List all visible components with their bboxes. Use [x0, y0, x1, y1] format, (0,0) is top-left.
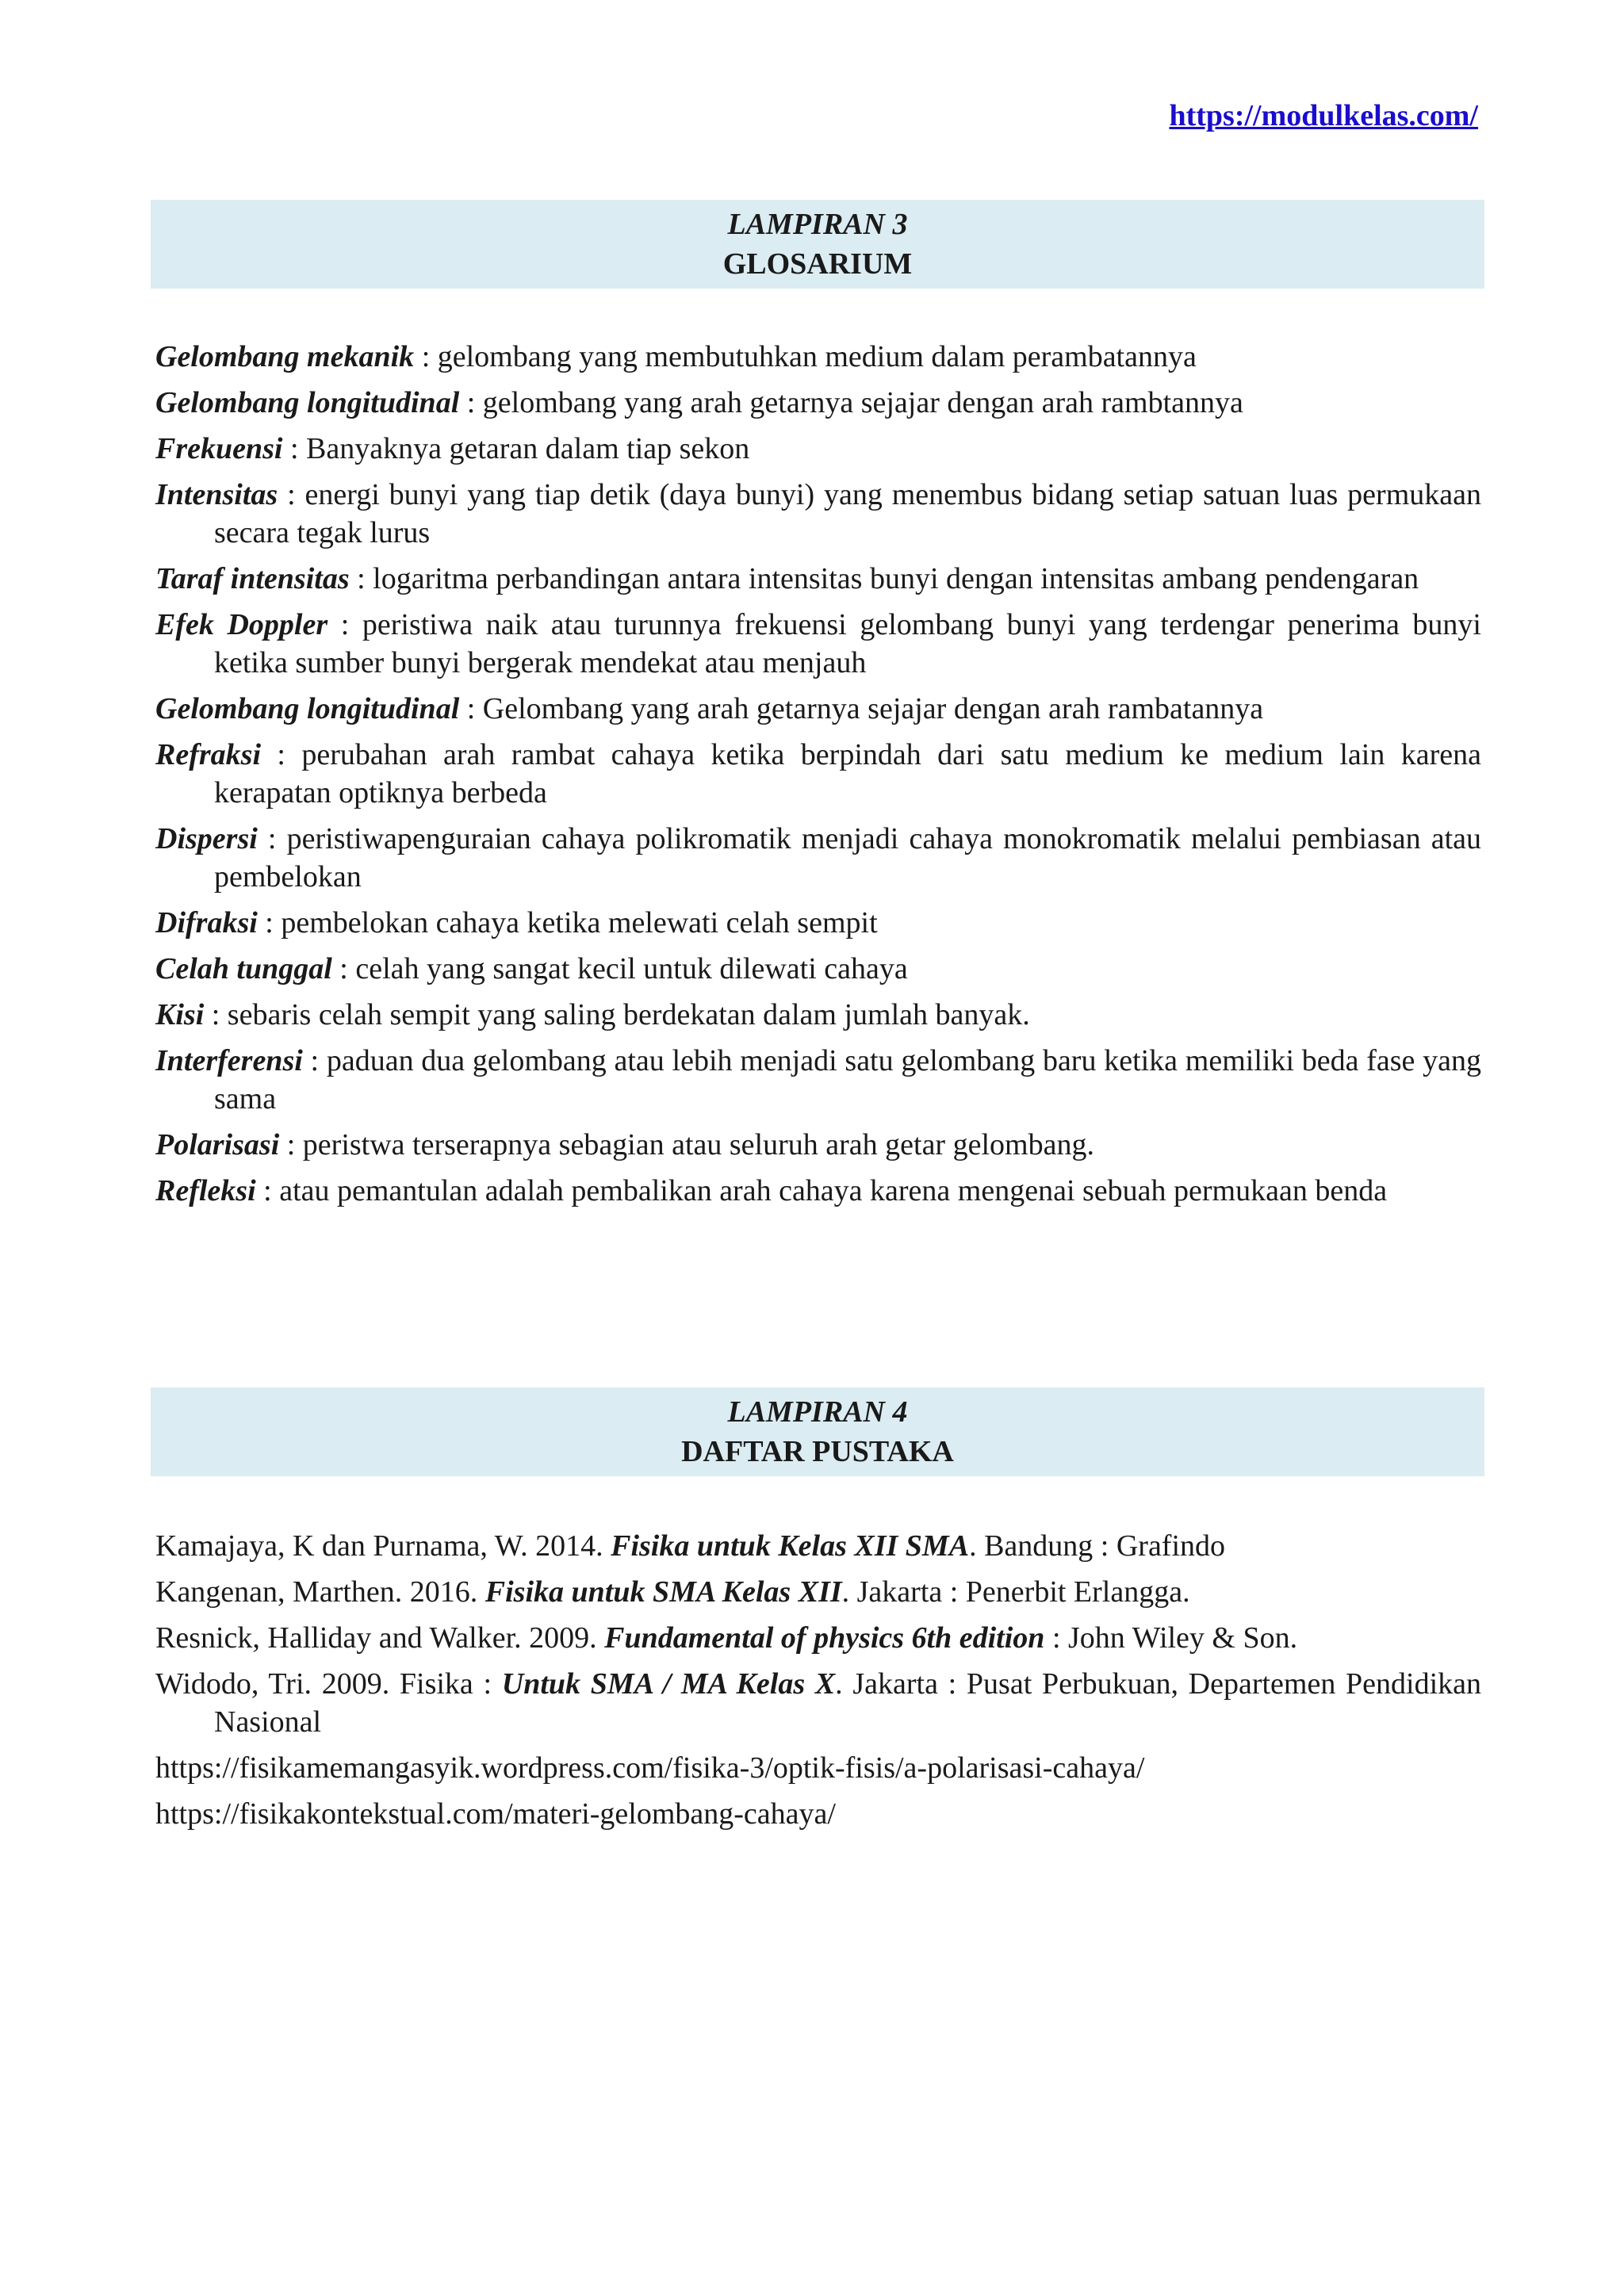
reference-item — [155, 1573, 1481, 1611]
glossary-entry — [155, 430, 1481, 468]
reference-text: Kamajaya, K dan Purnama, W. 2014. — [155, 1529, 611, 1563]
reference-text: . Jakarta : Penerbit Erlangga. — [841, 1575, 1190, 1609]
glossary-definition: : perubahan arah rambat cahaya ketika berpindah dari satu medium ke medium lain karena kerapatan optiknya berbeda — [214, 738, 1481, 809]
glossary-definition: : sebaris celah sempit yang saling berdekatan dalam jumlah banyak. — [204, 998, 1030, 1031]
reference-item — [155, 1619, 1481, 1657]
reference-book-title: Fisika untuk SMA Kelas XII — [485, 1575, 842, 1609]
reference-url-item — [155, 1795, 1481, 1833]
glossary-entry — [155, 690, 1481, 728]
reference-list — [155, 1527, 1481, 1841]
glossary-term: Gelombang mekanik — [155, 340, 415, 373]
glossary-definition: : energi bunyi yang tiap detik (daya bunyi) yang menembus bidang setiap satuan luas permukaan secara tegak lurus — [214, 478, 1481, 549]
lampiran-3-label: LAMPIRAN 3 — [727, 208, 908, 241]
glossary-entry — [155, 820, 1481, 896]
glossary-definition: : gelombang yang membutuhkan medium dalam perambatannya — [414, 340, 1197, 373]
reference-url-item — [155, 1749, 1481, 1787]
reference-text: : John Wiley & Son. — [1044, 1621, 1298, 1655]
glosarium-title: GLOSARIUM — [722, 247, 913, 281]
glossary-definition: : pembelokan cahaya ketika melewati celah sempit — [257, 906, 878, 939]
glossary-definition: : peristiwapenguraian cahaya polikromatik menjadi cahaya monokromatik melalui pembiasan atau pembelokan — [214, 822, 1481, 894]
glossary-term: Gelombang longitudinal — [155, 692, 460, 725]
reference-url[interactable]: https://fisikamemangasyik.wordpress.com/fisika-3/optik-fisis/a-polarisasi-cahaya/ — [155, 1751, 1145, 1785]
reference-url[interactable]: https://fisikakontekstual.com/materi-gelombang-cahaya/ — [155, 1797, 836, 1831]
glossary-definition: : logaritma perbandingan antara intensitas bunyi dengan intensitas ambang pendengaran — [349, 562, 1419, 595]
reference-text: Kangenan, Marthen. 2016. — [155, 1575, 485, 1609]
reference-book-title: Fisika untuk Kelas XII SMA — [611, 1529, 970, 1563]
glossary-entry — [155, 560, 1481, 598]
glossary-list — [155, 338, 1481, 1218]
lampiran-4-header — [151, 1387, 1484, 1476]
glossary-term: Interferensi — [155, 1044, 303, 1077]
glossary-entry — [155, 338, 1481, 376]
glossary-definition: : paduan dua gelombang atau lebih menjadi satu gelombang baru ketika memiliki beda fase yang sama — [214, 1044, 1481, 1115]
lampiran-4-label: LAMPIRAN 4 — [727, 1395, 908, 1429]
glossary-term: Celah tunggal — [155, 952, 332, 985]
glossary-definition: : Gelombang yang arah getarnya sejajar dengan arah rambatannya — [459, 692, 1264, 725]
glossary-entry — [155, 950, 1481, 988]
lampiran-3-header — [151, 200, 1484, 289]
reference-text: . Bandung : Grafindo — [969, 1529, 1226, 1563]
glossary-definition: : gelombang yang arah getarnya sejajar dengan arah rambtannya — [459, 386, 1243, 419]
glossary-definition: : atau pemantulan adalah pembalikan arah cahaya karena mengenai sebuah permukaan benda — [255, 1174, 1388, 1207]
glossary-term: Difraksi — [155, 906, 258, 939]
glossary-definition: : celah yang sangat kecil untuk dilewati cahaya — [331, 952, 908, 985]
glossary-term: Taraf intensitas — [155, 562, 350, 595]
glossary-entry — [155, 476, 1481, 552]
glossary-term: Kisi — [155, 998, 205, 1031]
reference-item — [155, 1527, 1481, 1565]
glossary-term: Gelombang longitudinal — [155, 386, 460, 419]
daftar-pustaka-title: DAFTAR PUSTAKA — [681, 1435, 954, 1468]
glossary-entry — [155, 996, 1481, 1034]
glossary-definition: : peristiwa naik atau turunnya frekuensi gelombang bunyi yang terdengar penerima bunyi ketika sumber bunyi bergerak mendekat atau menjauh — [214, 608, 1481, 679]
glossary-entry — [155, 1172, 1481, 1210]
glossary-entry — [155, 606, 1481, 682]
reference-text: Resnick, Halliday and Walker. 2009. — [155, 1621, 605, 1655]
glossary-entry — [155, 1126, 1481, 1164]
glossary-term: Polarisasi — [155, 1128, 280, 1161]
reference-text: . Jakarta : Pusat Perbukuan, Departemen Pendidikan Nasional — [214, 1667, 1482, 1739]
reference-item — [155, 1665, 1481, 1741]
glossary-term: Frekuensi — [155, 432, 283, 465]
reference-book-title: Fundamental of physics 6th edition — [604, 1621, 1045, 1655]
glossary-term: Refleksi — [155, 1174, 256, 1207]
glossary-term: Efek Doppler — [155, 608, 328, 641]
glossary-term: Refraksi — [155, 738, 261, 771]
reference-text: Widodo, Tri. 2009. Fisika : — [155, 1667, 502, 1701]
glossary-entry — [155, 904, 1481, 942]
glossary-definition: : Banyaknya getaran dalam tiap sekon — [282, 432, 750, 465]
glossary-entry — [155, 736, 1481, 812]
glossary-term: Dispersi — [155, 822, 258, 855]
reference-book-title: Untuk SMA / MA Kelas X — [501, 1667, 836, 1701]
glossary-definition: : peristwa terserapnya sebagian atau seluruh arah getar gelombang. — [279, 1128, 1094, 1161]
glossary-entry — [155, 384, 1481, 422]
glossary-term: Intensitas — [155, 478, 278, 511]
glossary-entry — [155, 1042, 1481, 1118]
header-url-link[interactable]: https://modulkelas.com/ — [1169, 99, 1478, 132]
